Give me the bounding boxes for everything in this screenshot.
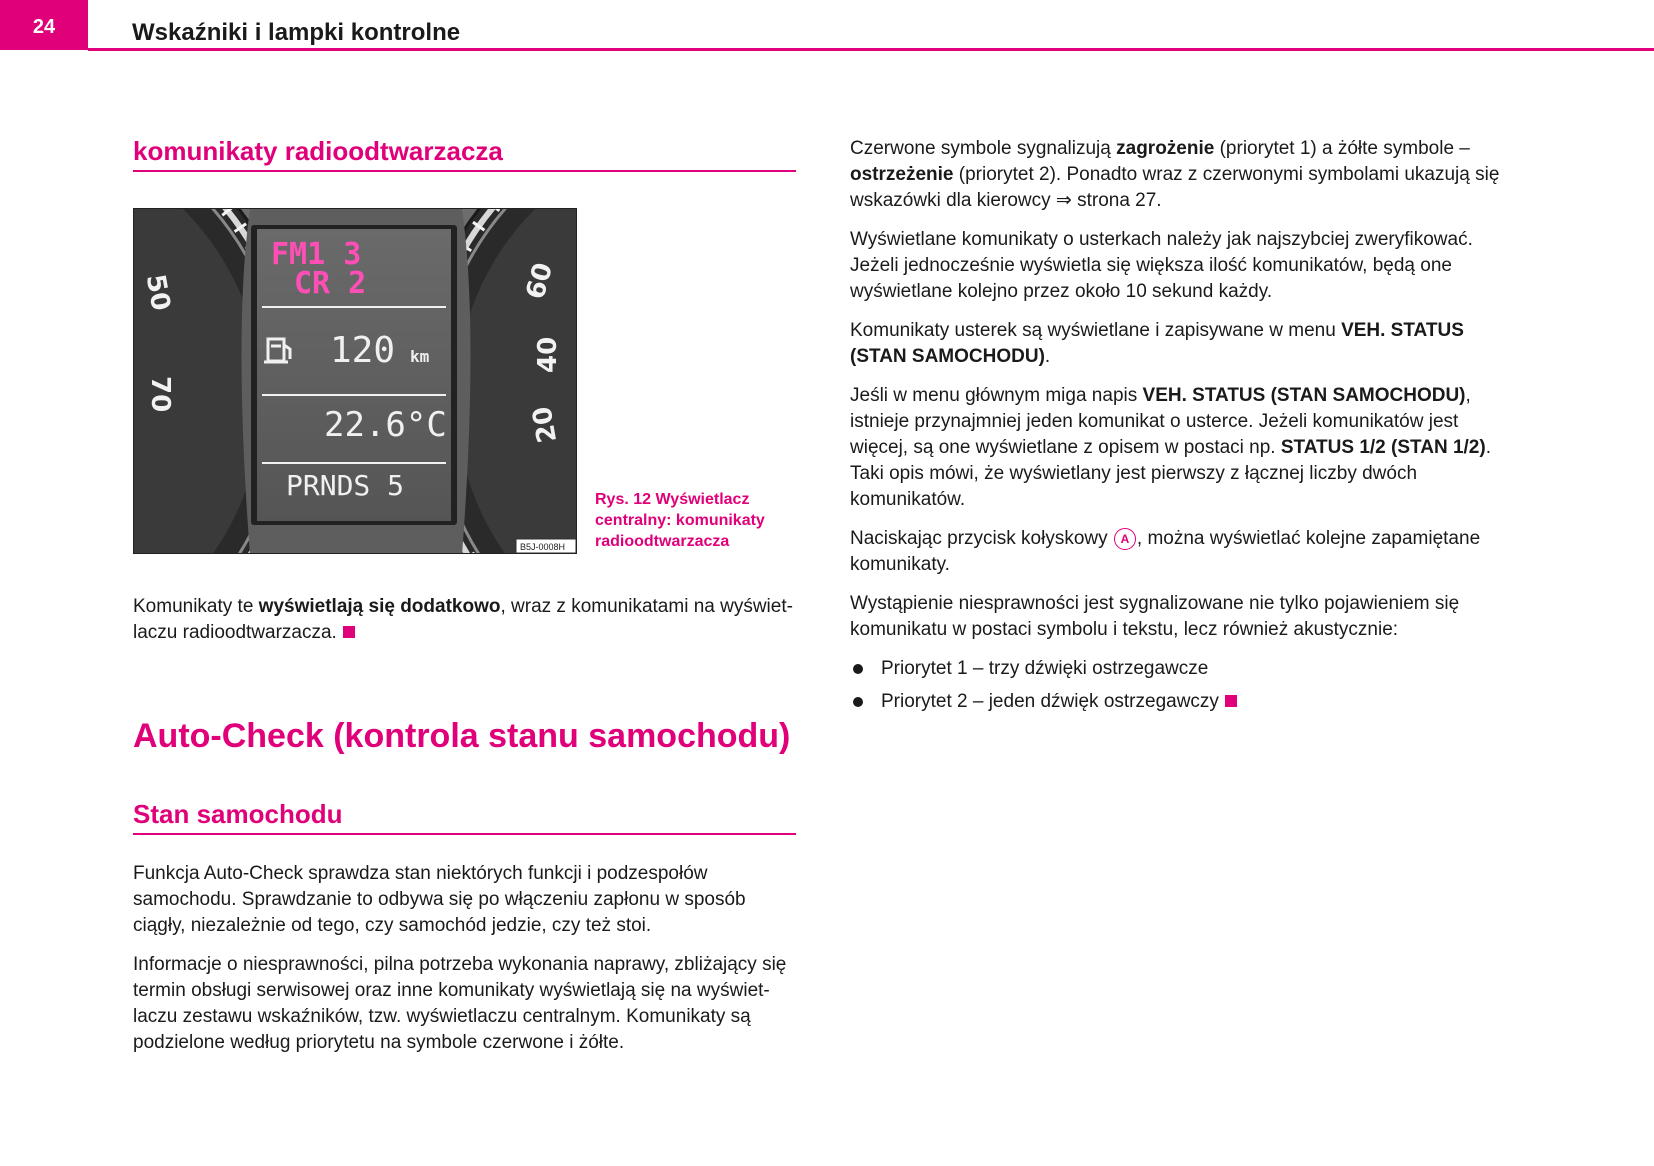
lcd-temperature: 22.6°C bbox=[324, 405, 447, 446]
lcd-gear-indicator: PRNDS 5 bbox=[286, 469, 405, 503]
list-item: Priorytet 2 – jeden dźwięk ostrzegawczy bbox=[850, 689, 1515, 715]
gauge-right-label: 40 bbox=[533, 337, 563, 374]
chapter-title: Auto-Check (kontrola stanu samochodu) bbox=[133, 717, 791, 756]
paragraph-verify-messages: Wyświetlane komunikaty o usterkach należy jak najszybciej zweryfikować. Jeżeli jednocześnie wyświetla się większa ilość komunikatów, będą one wyświetlane kolejno przez około 10 sekund każdy. bbox=[850, 229, 1473, 302]
gauge-right-label: 20 bbox=[527, 404, 564, 446]
image-code: B5J-0008H bbox=[520, 542, 566, 553]
paragraph-autocheck-intro: Funkcja Auto-Check sprawdza stan niektórych funkcji i podzespołów samochodu. Sprawdzanie to odbywa się po włączeniu zapłonu w sposób ciągły, niezależnie od tego, czy samochód jedzie, czy też stoi. bbox=[133, 863, 746, 937]
paragraph-rocker-button: Naciskając przycisk kołyskowy A , można wyświetlać kolejne zapamiętane komunikaty. bbox=[850, 528, 1481, 575]
gauge-left-label: 50 bbox=[139, 272, 176, 314]
paragraph-status-blinking: Jeśli w menu głównym miga napis VEH. STATUS (STAN SAMOCHODU), istnieje przynajmniej jeden komunikat o usterce. Jeżeli komunikatów jest więcej, są one wyświetlane z opisem w postaci np. STATUS 1/2 (STAN 1/2). Taki opis mówi, że wyświetlany jest pierwszy z łącznej liczby dwóch komunikatów. bbox=[850, 385, 1491, 510]
instrument-cluster-image bbox=[133, 208, 577, 554]
figure-caption: Rys. 12 Wyświetlacz centralny: komunikaty radioodtwarzacza bbox=[595, 491, 765, 551]
rocker-button-a-icon: A bbox=[1114, 528, 1136, 550]
right-column bbox=[850, 136, 1515, 722]
left-column bbox=[133, 136, 796, 1069]
end-of-section-mark bbox=[1225, 695, 1237, 707]
gauge-right-label: 60 bbox=[520, 259, 560, 303]
section-title-vehicle-status: Stan samochodu bbox=[133, 799, 796, 835]
running-header-title: Wskaźniki i lampki kontrolne bbox=[132, 19, 461, 46]
page-number: 24 bbox=[0, 0, 88, 50]
paragraph-menu-storage: Komunikaty usterek są wyświetlane i zapisywane w menu VEH. STATUS (STAN SAMOCHODU). bbox=[850, 320, 1464, 367]
header-rule bbox=[88, 48, 1654, 51]
figure-12 bbox=[133, 208, 796, 554]
list-item: Priorytet 1 – trzy dźwięki ostrzegawcze bbox=[850, 656, 1515, 682]
paragraph-autocheck-info: Informacje o niesprawności, pilna potrzeba wykonania naprawy, zbliżający się termin obsługi serwisowej oraz inne komunikaty wyświetlają się na wyświet-laczu zestawu wskaźników, tzw. wyświetlaczu centralnym. Komunikaty są podzielone według priorytetu na symbole czerwone i żółte. bbox=[133, 954, 787, 1054]
lcd-range-unit: km bbox=[410, 347, 430, 367]
paragraph-radio-messages: Komunikaty te wyświetlają się dodatkowo, wraz z komunikatami na wyświet-laczu radioodtwarzacza. bbox=[133, 596, 793, 644]
instrument-cluster-illustration bbox=[134, 209, 577, 554]
paragraph-priority-colors: Czerwone symbole sygnalizują zagrożenie (priorytet 1) a żółte symbole – ostrzeżenie (priorytet 2). Ponadto wraz z czerwonymi symbolami ukazują się wskazówki dla kierowcy ⇒ strona 27. bbox=[850, 138, 1500, 211]
lcd-range-value: 120 bbox=[330, 330, 396, 372]
section-title-radio: komunikaty radioodtwarzacza bbox=[133, 136, 796, 172]
end-of-section-mark bbox=[343, 626, 355, 638]
gauge-left-label: 70 bbox=[145, 376, 175, 413]
paragraph-acoustic-signal: Wystąpienie niesprawności jest sygnalizowane nie tylko pojawieniem się komunikatu w postaci symbolu i tekstu, lecz również akustycznie: bbox=[850, 593, 1460, 640]
lcd-radio-line2: CR 2 bbox=[294, 266, 367, 302]
lcd-radio-line1: FM1 3 bbox=[271, 237, 362, 273]
priority-bullet-list bbox=[850, 656, 1515, 715]
